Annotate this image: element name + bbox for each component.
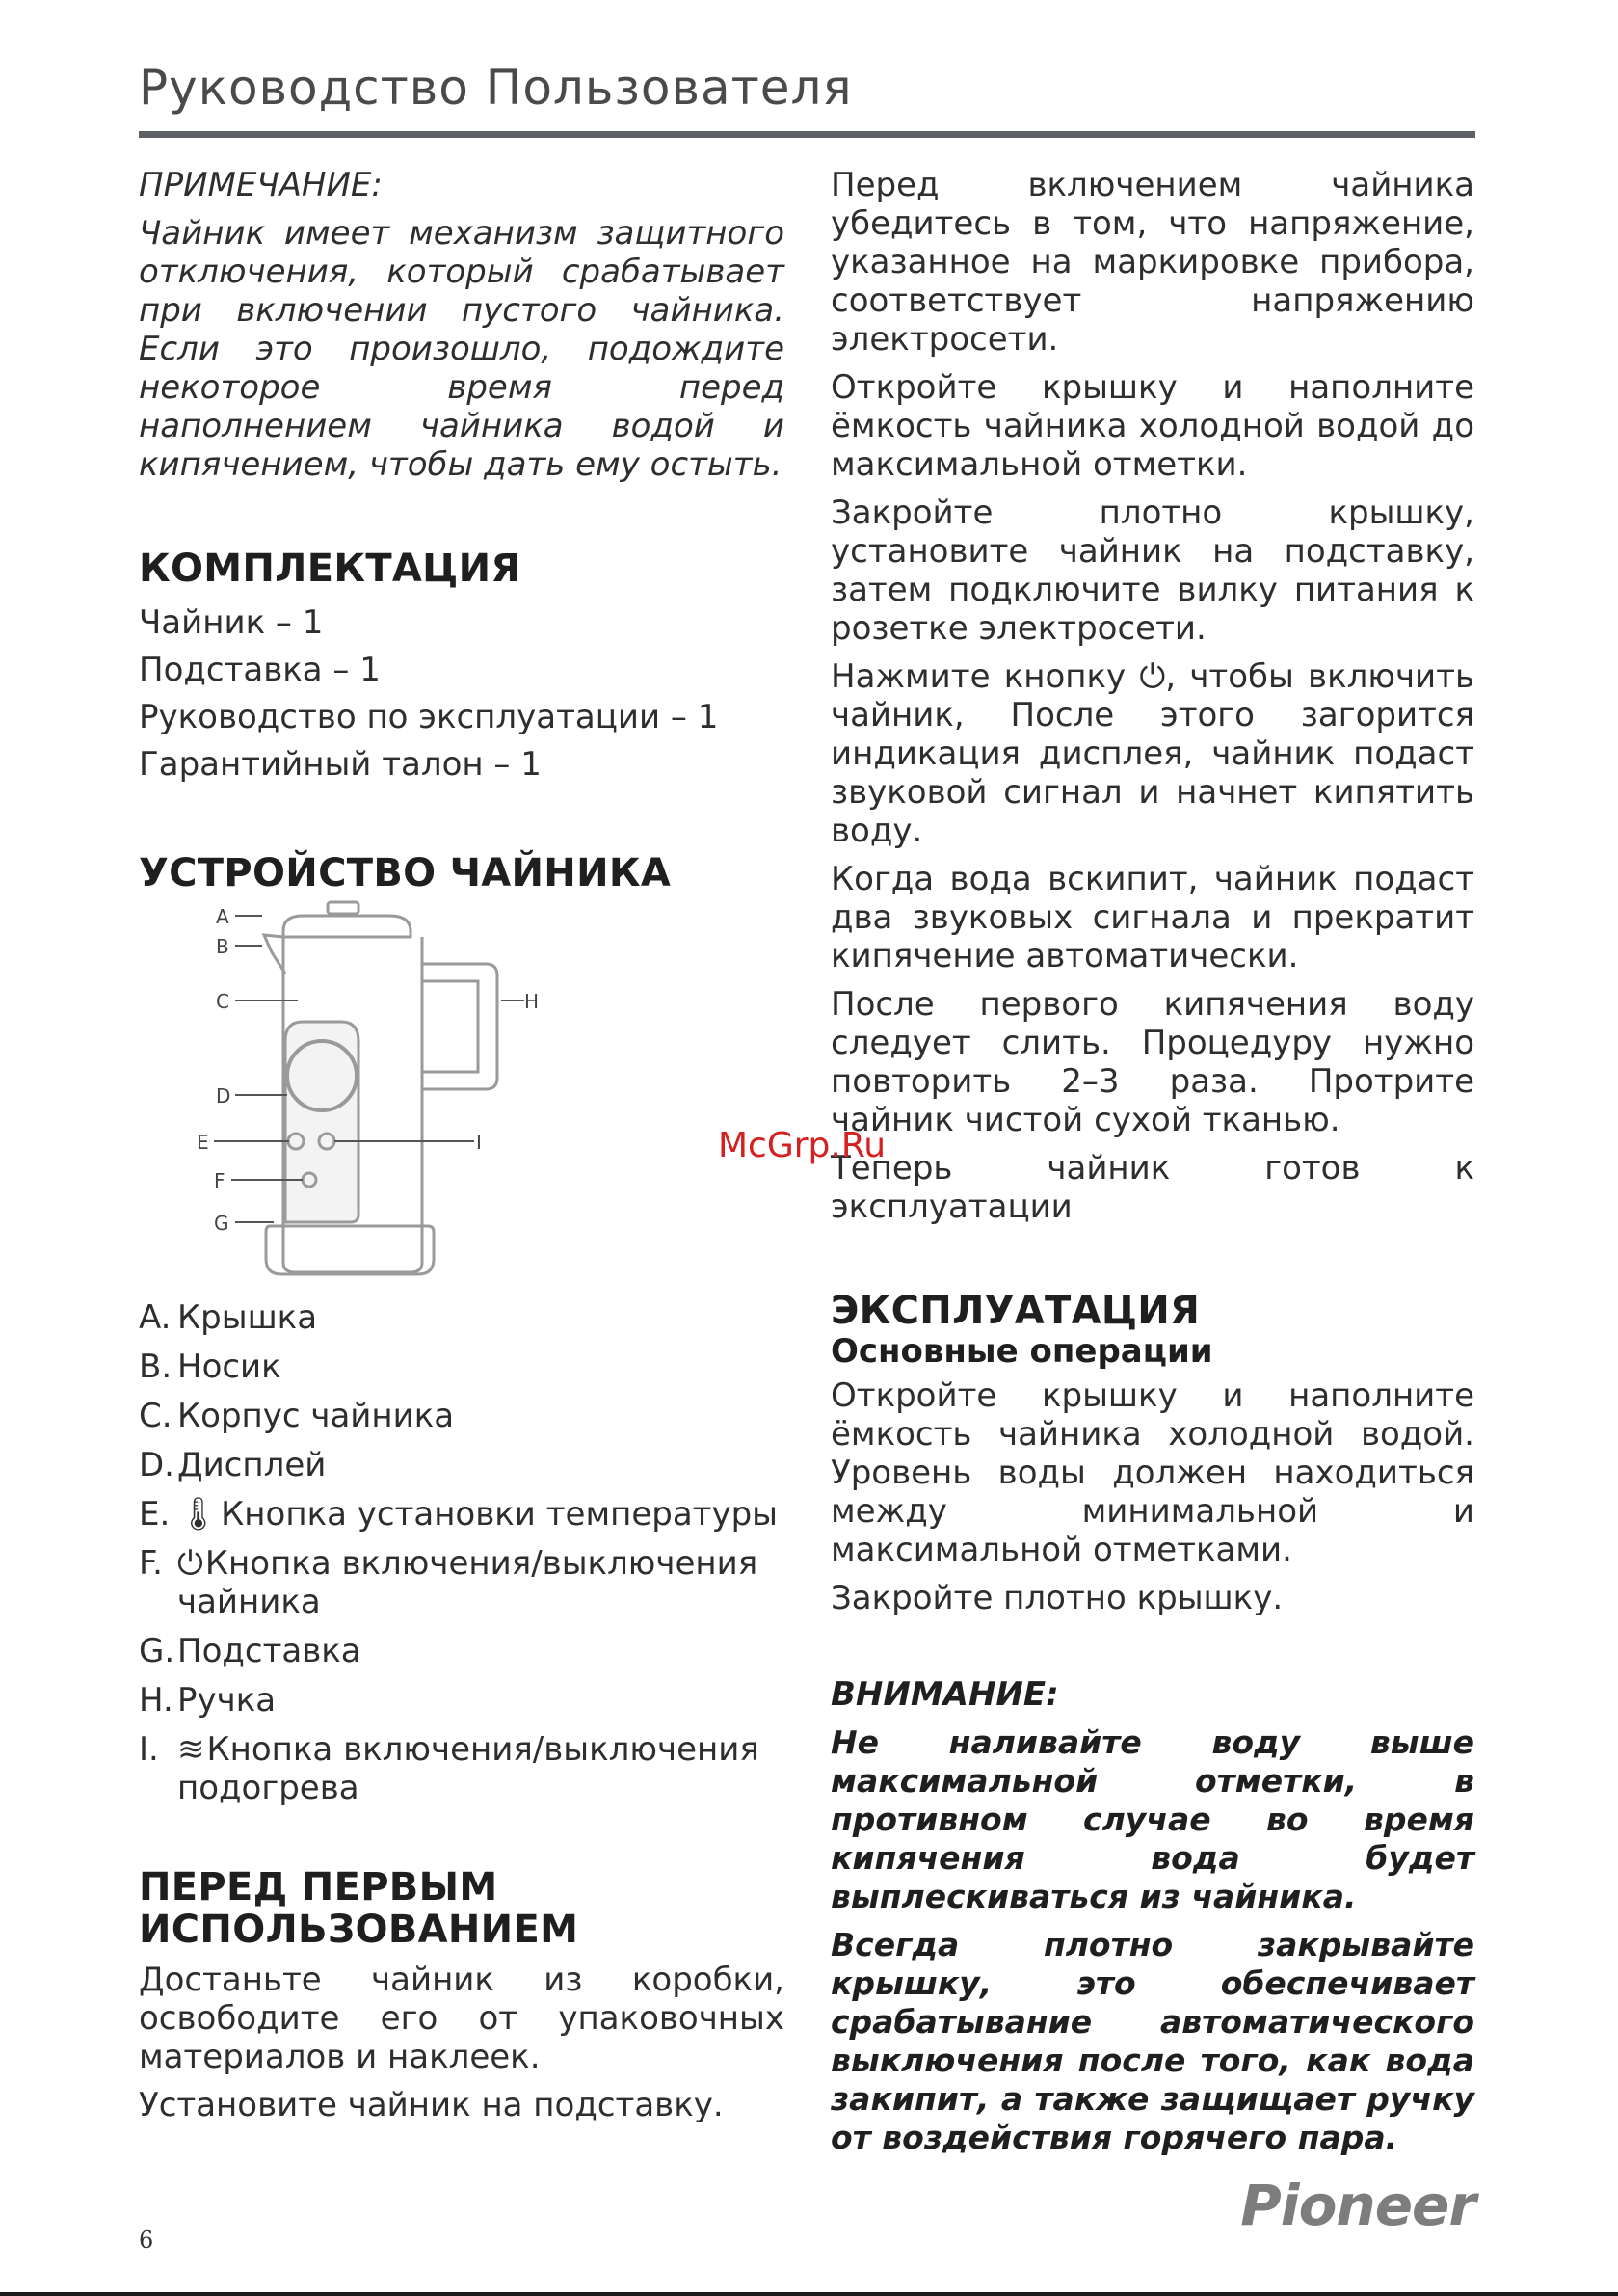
part-item: G. Подставка bbox=[139, 1632, 361, 1670]
diagram-label-a: A bbox=[216, 905, 229, 928]
diagram-label-i: I bbox=[476, 1131, 482, 1154]
kit-item: Чайник – 1 bbox=[139, 603, 324, 642]
page-number: 6 bbox=[139, 2227, 154, 2254]
operation-paragraph: Откройте крышку и наполните ёмкость чайника холодной водой. Уровень воды должен находиться между минимальной и максимальной отметками. bbox=[831, 1376, 1474, 1569]
part-item: I. ≋Кнопка включения/выключения подогрева bbox=[139, 1730, 759, 1807]
device-section-title: УСТРОЙСТВО ЧАЙНИКА bbox=[139, 851, 672, 895]
part-item: C. Корпус чайника bbox=[139, 1397, 455, 1435]
thermometer-icon: 🌡 bbox=[177, 1495, 220, 1534]
diagram-label-h: H bbox=[524, 990, 540, 1013]
part-item: D. Дисплей bbox=[139, 1446, 327, 1484]
watermark: McGrp.Ru bbox=[718, 1126, 887, 1165]
operation-paragraph: Закройте плотно крышку. bbox=[831, 1579, 1284, 1617]
kit-section-title: КОМПЛЕКТАЦИЯ bbox=[139, 547, 521, 591]
brand-logo: Pioneer bbox=[1240, 2173, 1475, 2238]
header-divider bbox=[139, 131, 1475, 138]
diagram-label-b: B bbox=[216, 935, 229, 958]
before-use-paragraph: Нажмите кнопку ⏻, чтобы включить чайник, После этого загорится индикация дисплея, чайник подаст звуковой сигнал и начнет кипятить воду. bbox=[831, 657, 1474, 850]
kit-item: Руководство по эксплуатации – 1 bbox=[139, 698, 719, 736]
before-use-paragraph: Достаньте чайник из коробки, освободите его от упаковочных материалов и наклеек. bbox=[139, 1961, 784, 2076]
kit-item: Гарантийный талон – 1 bbox=[139, 745, 542, 784]
diagram-label-f: F bbox=[214, 1169, 225, 1192]
diagram-label-g: G bbox=[214, 1212, 229, 1235]
diagram-label-c: C bbox=[216, 990, 229, 1013]
before-use-paragraph: Установите чайник на подставку. bbox=[139, 2086, 724, 2124]
parts-list bbox=[139, 1298, 784, 1807]
bottom-edge-bar bbox=[0, 2292, 1618, 2296]
page-header-title: Руководство Пользователя bbox=[139, 60, 853, 116]
kettle-lid-knob bbox=[328, 902, 358, 914]
before-use-paragraph: Теперь чайник готов к эксплуатации bbox=[831, 1149, 1474, 1226]
part-item: E. 🌡Кнопка установки температуры bbox=[139, 1495, 779, 1534]
part-item: H. Ручка bbox=[139, 1681, 277, 1720]
heating-icon: ≋ bbox=[177, 1730, 205, 1769]
note-text: Чайник имеет механизм защитного отключения, который срабатывает при включении пустого чайника. Если это произошло, подождите некоторое время перед наполнением чайника водой и кипячением, чтобы дать ему остыть. bbox=[139, 214, 784, 484]
note-label: ПРИМЕЧАНИЕ: bbox=[139, 166, 383, 204]
kettle-base bbox=[266, 1226, 434, 1274]
diagram-label-d: D bbox=[216, 1084, 231, 1108]
kettle-diagram bbox=[139, 894, 784, 1285]
part-item: A. Крышка bbox=[139, 1298, 318, 1337]
operation-section-title: ЭКСПЛУАТАЦИЯ bbox=[831, 1289, 1201, 1333]
part-item: F. ⏻Кнопка включения/выключения чайника bbox=[139, 1544, 758, 1621]
warning-paragraph: Не наливайте воду выше максимальной отметки, в противном случае во время кипячения вода будет выплескиваться из чайника. bbox=[831, 1723, 1474, 1915]
right-column bbox=[831, 166, 1474, 2157]
before-use-title-line2: ИСПОЛЬЗОВАНИЕМ bbox=[139, 1908, 579, 1952]
power-icon: ⏻ bbox=[1139, 657, 1166, 696]
operation-subtitle: Основные операции bbox=[831, 1332, 1213, 1371]
kettle-lid bbox=[283, 916, 411, 937]
warning-paragraph: Всегда плотно закрывайте крышку, это обеспечивает срабатывание автоматического выключения после того, как вода закипит, а также защищает ручку от воздействия горячего пара. bbox=[831, 1926, 1474, 2156]
before-use-paragraph: Когда вода вскипит, чайник подаст два звуковых сигнала и прекратит кипячение автоматически. bbox=[831, 860, 1474, 975]
warning-label: ВНИМАНИЕ: bbox=[831, 1675, 1059, 1714]
kit-item: Подставка – 1 bbox=[139, 651, 381, 689]
before-use-paragraph: Откройте крышку и наполните ёмкость чайника холодной водой до максимальной отметки. bbox=[831, 368, 1474, 484]
before-use-paragraph: Перед включением чайника убедитесь в том, что напряжение, указанное на маркировке прибора, соответствует напряжению электросети. bbox=[831, 166, 1474, 359]
before-use-paragraph: После первого кипячения воду следует слить. Процедуру нужно повторить 2–3 раза. Протрите чайник чистой сухой тканью. bbox=[831, 985, 1474, 1139]
left-column bbox=[139, 166, 784, 2124]
before-use-paragraph: Закройте плотно крышку, установите чайник на подставку, затем подключите вилку питания к розетке электросети. bbox=[831, 494, 1474, 648]
part-item: B. Носик bbox=[139, 1348, 281, 1386]
diagram-label-e: E bbox=[197, 1131, 209, 1154]
power-icon: ⏻ bbox=[177, 1544, 203, 1583]
before-use-title-line1: ПЕРЕД ПЕРВЫМ bbox=[139, 1865, 498, 1909]
